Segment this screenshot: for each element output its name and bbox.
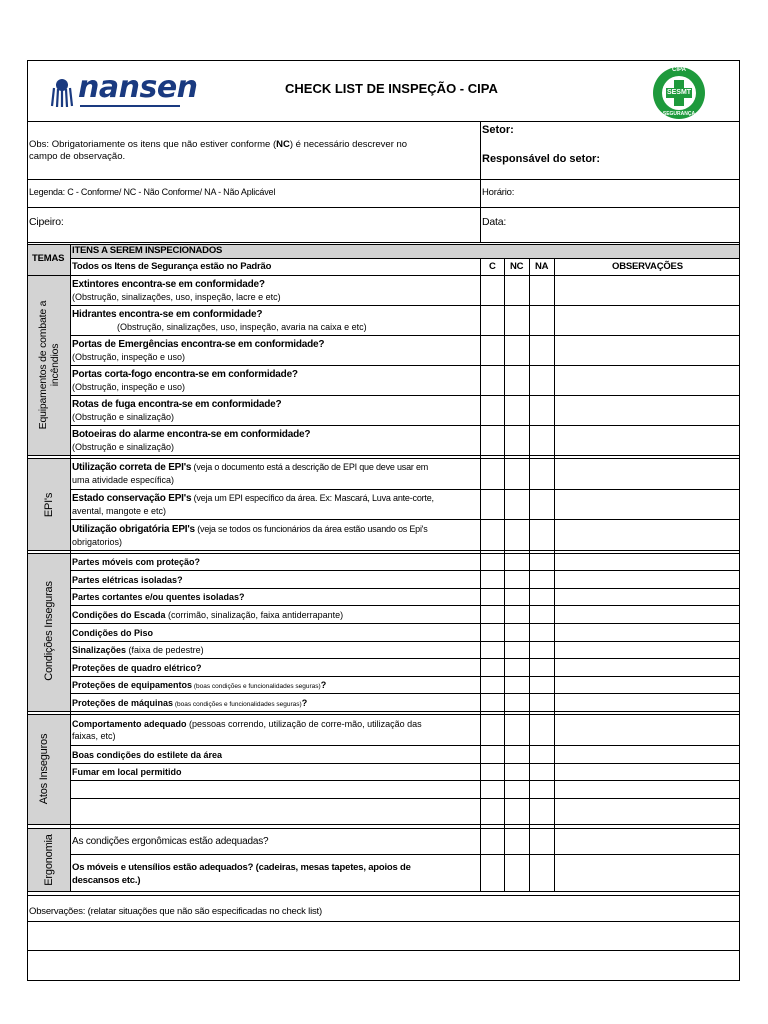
observacoes-footer: Observações: (relatar situações que não são especificadas no check list)	[29, 906, 322, 917]
na-header: NA	[535, 261, 549, 272]
seal-bottom-text: SEGURANÇA	[662, 111, 696, 117]
page-title: CHECK LIST DE INSPEÇÃO - CIPA	[285, 81, 498, 96]
ergonomia-item-line2: descansos etc.)	[72, 875, 141, 886]
obs-note: Obs: Obrigatoriamente os itens que não estiver conforme (NC) é necessário descrever no	[29, 139, 408, 150]
combate-item-detail: (Obstrução e sinalização)	[72, 412, 175, 422]
atos-item: Fumar em local permitido	[72, 767, 182, 777]
condicoes-item: Proteções de equipamentos (boas condições e funcionalidades seguras)?	[72, 680, 327, 690]
condicoes-item: Proteções de quadro elétrico?	[72, 663, 202, 673]
ergonomia-item: Os móveis e utensílios estão adequados? (cadeiras, mesas tapetes, apoios de	[72, 862, 411, 873]
section-label-ergonomia: Ergonomia	[43, 834, 55, 886]
epi-item-detail: uma atividade específica)	[72, 475, 175, 485]
logo-text: nansen	[78, 70, 198, 105]
c-header: C	[489, 261, 496, 272]
combate-item-detail: (Obstrução e sinalização)	[72, 442, 175, 452]
nansen-logo	[48, 70, 198, 110]
epi-item: Utilização correta de EPI's (veja o documento está a descrição de EPI que deve usar em	[72, 462, 429, 473]
combate-item-detail: (Obstrução, sinalizações, uso, inspeção, avaria na caixa e etc)	[117, 322, 367, 332]
setor-label: Setor:	[482, 124, 514, 136]
atos-item: Boas condições do estilete da área	[72, 750, 223, 760]
section-label-condicoes: Condições Inseguras	[43, 581, 55, 681]
nansen-logo-icon	[48, 76, 76, 108]
condicoes-item: Sinalizações (faixa de pedestre)	[72, 645, 204, 655]
condicoes-item: Condições do Escada (corrimão, sinalização, faixa antiderrapante)	[72, 610, 344, 620]
itens-header: ITENS A SEREM INSPECIONADOS	[72, 245, 223, 256]
combate-item-detail: (Obstrução, inspeção e uso)	[72, 352, 186, 362]
observacoes-header: OBSERVAÇÕES	[612, 261, 683, 272]
condicoes-item: Condições do Piso	[72, 628, 154, 638]
data-label: Data:	[482, 216, 507, 228]
combate-item-title: Portas corta-fogo encontra-se em conformidade?	[72, 369, 298, 380]
ergonomia-item: As condições ergonômicas estão adequadas?	[72, 836, 269, 847]
horario-label: Horário:	[482, 187, 515, 198]
temas-header: TEMAS	[32, 253, 65, 264]
atos-item-detail: faixas, etc)	[72, 731, 116, 741]
combate-item-title: Portas de Emergências encontra-se em conformidade?	[72, 339, 325, 350]
epi-item-detail: avental, mangote e etc)	[72, 506, 167, 516]
combate-item-title: Botoeiras do alarme encontra-se em conformidade?	[72, 429, 311, 440]
section-label-combate: Equipamentos de combate a incêndios	[37, 300, 61, 430]
epi-item: Estado conservação EPI's (veja um EPI específico da área. Ex: Mascará, Luva ante-corte,	[72, 493, 434, 504]
section-label-epi: EPI's	[43, 492, 55, 518]
combate-item-detail: (Obstrução, sinalizações, uso, inspeção, lacre e etc)	[72, 292, 281, 302]
nc-header: NC	[510, 261, 524, 272]
atos-item: Comportamento adequado (pessoas correndo, utilização de corre-mão, utilização das	[72, 719, 422, 729]
todos-header: Todos os Itens de Segurança estão no Padrão	[72, 261, 272, 272]
section-label-atos: Atos Inseguros	[38, 733, 50, 805]
combate-item-title: Extintores encontra-se em conformidade?	[72, 279, 265, 290]
combate-item-title: Rotas de fuga encontra-se em conformidade?	[72, 399, 282, 410]
condicoes-item: Partes cortantes e/ou quentes isoladas?	[72, 592, 245, 602]
responsavel-label: Responsável do setor:	[482, 153, 600, 165]
legenda: Legenda: C - Conforme/ NC - Não Conforme/ NA - Não Aplicável	[29, 187, 276, 197]
logo-underline	[80, 105, 180, 107]
condicoes-item: Partes elétricas isoladas?	[72, 575, 183, 585]
cipeiro-label: Cipeiro:	[29, 216, 64, 228]
condicoes-item: Partes móveis com proteção?	[72, 557, 201, 567]
epi-item-detail: obrigatorios)	[72, 537, 123, 547]
cipa-seal	[652, 66, 706, 120]
combate-item-detail: (Obstrução, inspeção e uso)	[72, 382, 186, 392]
epi-item: Utilização obrigatória EPI's (veja se todos os funcionários da área estão usando os Epi's	[72, 524, 428, 535]
obs-note-line2: campo de observação.	[29, 151, 126, 162]
seal-top-text: CIPA	[672, 67, 686, 73]
condicoes-item: Proteções de máquinas (boas condições e funcionalidades seguras)?	[72, 698, 308, 708]
combate-item-title: Hidrantes encontra-se em conformidade?	[72, 309, 263, 320]
seal-mid-text: SESMT	[666, 89, 692, 96]
